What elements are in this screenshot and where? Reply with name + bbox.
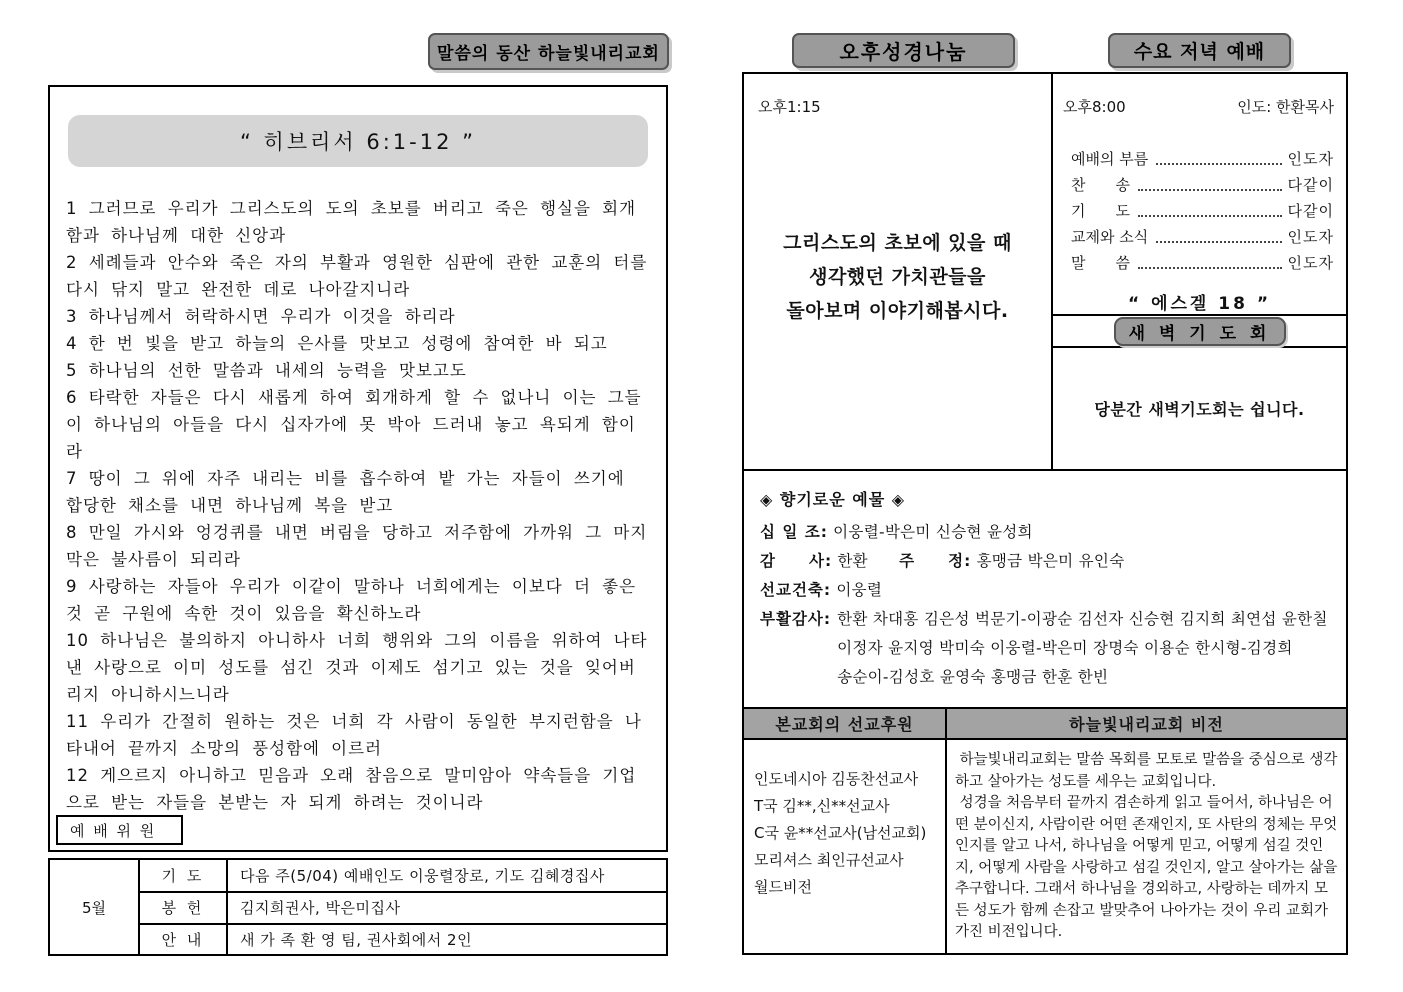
easter-name-lines — [837, 605, 1328, 692]
offering-label: 선교건축: — [760, 581, 832, 599]
bulletin-right-page — [742, 72, 1348, 955]
verse-12: 12 게으르지 아니하고 믿음과 오래 참음으로 말미암아 약속들을 기업으로 받는 자들을 본받는 자 되게 하려는 것이니라 — [66, 766, 637, 812]
table-header-row — [744, 709, 1346, 740]
order-item — [1071, 195, 1334, 221]
offering-value: 이웅렬 — [836, 581, 883, 599]
verse-5: 5 하나님의 선한 말씀과 내세의 능력을 맛보고도 — [66, 361, 467, 380]
services-row — [744, 74, 1346, 469]
easter-line: 송순이-김성호 윤영숙 홍맹금 한훈 한빈 — [837, 668, 1109, 686]
topic-line: 그리스도의 초보에 있을 때 — [783, 232, 1012, 254]
verse-11: 11 우리가 간절히 원하는 것은 너희 각 사람이 동일한 부지런함을 나타내어 끝까지 소망의 풍성함에 이르러 — [66, 712, 642, 758]
vision-header: 하늘빛내리교회 비전 — [1069, 715, 1224, 734]
scripture-title: “ 히브리서 6:1-12 ” — [68, 115, 648, 167]
dotted-leader — [1138, 189, 1282, 191]
offerings-title: ◈ 향기로운 예물 ◈ — [760, 490, 906, 509]
worship-committee-table — [48, 858, 668, 956]
dawn-prayer-badge: 새 벽 기 도 회 — [1114, 317, 1286, 346]
vision-paragraph: 성경을 처음부터 끝까지 겸손하게 읽고 들어서, 하나님은 어떤 분이신지, 사람이란 어떤 존재인지, 또 사탄의 정체는 무엇인지를 알고 나서, 하나님을 어떻게 믿고, 어떻게 섬길 것인지, 어떻게 사람을 사랑하고 섬길 것인지, 알고 살아가는 삶을 추구합니다. 그래서 하나님을 경외하고, 사랑하는 데까지 모든 성도가 함께 손잡고 발맞추어 나아가는 것이 우리 교회가 가진 비전입니다. — [955, 795, 1342, 940]
dawn-prayer-notice: 당분간 새벽기도회는 쉽니다. — [1094, 400, 1305, 419]
church-name-badge: 말씀의 동산 하늘빛내리교회 — [428, 33, 669, 70]
offering-row-thanks — [760, 547, 1332, 576]
mission-item: T국 김**,신**선교사 — [754, 797, 890, 815]
offering-value: 한환 — [837, 552, 868, 570]
bible-study-cell — [744, 74, 1051, 469]
order-item-who: 인도자 — [1287, 228, 1334, 246]
verse-3: 3 하나님께서 허락하시면 우리가 이것을 하리라 — [66, 307, 456, 326]
verse-8: 8 만일 가시와 엉겅퀴를 내면 버림을 당하고 저주함에 가까워 그 마지막은 불사름이 되리라 — [66, 523, 648, 569]
dotted-leader — [1156, 163, 1281, 165]
mission-item: 모리셔스 최인규선교사 — [754, 851, 904, 869]
offerings-section — [744, 469, 1346, 707]
order-item-label: 기 도 — [1071, 202, 1130, 220]
easter-line: 이정자 윤지영 박미숙 이웅렬-박은미 장명숙 이용순 한시형-김경희 — [837, 639, 1293, 657]
verse-7: 7 땅이 그 위에 자주 내리는 비를 흡수하여 밭 가는 자들이 쓰기에 합당한 채소를 내면 하나님께 복을 받고 — [66, 469, 625, 515]
order-item-label: 찬 송 — [1071, 176, 1130, 194]
worship-committee-label: 예 배 위 원 — [56, 815, 183, 845]
schedule-row-value: 다음 주(5/04) 예배인도 이웅렬장로, 기도 김혜경집사 — [226, 860, 666, 891]
verse-9: 9 사랑하는 자들아 우리가 이같이 말하나 너희에게는 이보다 더 좋은 것 곧 구원에 속한 것이 있음을 확신하노라 — [66, 577, 637, 623]
order-item-label: 말 씀 — [1071, 254, 1130, 272]
easter-line: 한환 차대홍 김은성 벅문기-이광순 김선자 신승현 김지희 최연섭 윤한칠 — [837, 610, 1328, 628]
order-item — [1071, 221, 1334, 247]
order-item-who: 인도자 — [1287, 150, 1334, 168]
verse-6: 6 타락한 자들은 다시 새롭게 하여 회개하게 할 수 없나니 이는 그들이 하나님의 아들을 다시 십자가에 못 박아 드러내 놓고 욕되게 함이라 — [66, 388, 642, 461]
vision-paragraph: 하늘빛내리교회는 말씀 목회를 모토로 말씀을 중심으로 생각하고 살아가는 성도를 세우는 교회입니다. — [955, 752, 1338, 790]
mission-item: 월드비전 — [754, 878, 812, 896]
table-body-row — [744, 740, 1346, 953]
service-order-list — [1071, 143, 1334, 273]
offering-row-building — [760, 576, 1332, 605]
offering-label: 부활감사: — [760, 610, 832, 628]
order-item — [1071, 169, 1334, 195]
scripture-page — [48, 85, 668, 852]
vision-text — [947, 740, 1346, 953]
mission-item: 인도네시아 김동찬선교사 — [754, 770, 919, 788]
dotted-leader — [1156, 241, 1281, 243]
order-item — [1071, 247, 1334, 273]
wednesday-evening-service-badge: 수요 저녁 예배 — [1108, 33, 1291, 68]
service-time: 오후8:00 — [1063, 98, 1126, 116]
afternoon-bible-study-badge: 오후성경나눔 — [792, 33, 1015, 68]
schedule-row-label: 안 내 — [138, 923, 226, 954]
dotted-leader — [1138, 267, 1282, 269]
verse-1: 1 그러므로 우리가 그리스도의 도의 초보를 버리고 죽은 행실을 회개함과 하나님께 대한 신앙과 — [66, 199, 637, 245]
offering-label: 십 일 조: — [760, 523, 828, 541]
order-item-who: 다같이 — [1287, 176, 1334, 194]
dotted-leader — [1138, 215, 1282, 217]
schedule-row-value: 김지희권사, 박은미집사 — [226, 891, 666, 922]
order-item — [1071, 143, 1334, 169]
wednesday-service-cell — [1051, 74, 1346, 469]
schedule-row-label: 기 도 — [138, 860, 226, 891]
dawn-prayer-row — [1053, 314, 1346, 348]
schedule-row-value: 새 가 족 환 영 팀, 권사회에서 2인 — [226, 923, 666, 954]
order-item-who: 인도자 — [1287, 254, 1334, 272]
order-item-label: 예배의 부름 — [1071, 150, 1149, 168]
verse-10: 10 하나님은 불의하지 아니하사 너희 행위와 그의 이름을 위하여 나타낸 사랑으로 이미 성도를 섬긴 것과 이제도 섬기고 있는 것을 잊어버리지 아니하시느니라 — [66, 631, 648, 704]
topic-line: 생각했던 가치관들을 — [809, 266, 986, 288]
schedule-month: 5월 — [81, 898, 107, 917]
order-item-who: 다같이 — [1287, 202, 1334, 220]
mission-item: C국 윤**선교사(남선교회) — [754, 824, 927, 842]
mission-list — [744, 740, 947, 953]
order-item-label: 교제와 소식 — [1071, 228, 1149, 246]
topic-line: 돌아보며 이야기해봅시다. — [786, 300, 1009, 322]
service-header — [1053, 74, 1346, 117]
offering-value: 이웅렬-박은미 신승현 윤성희 — [833, 523, 1033, 541]
offering-row-easter — [760, 605, 1332, 692]
service-scripture: “ 에스겔 18 ” — [1127, 294, 1272, 314]
mission-vision-table — [744, 707, 1346, 953]
schedule-row-label: 봉 헌 — [138, 891, 226, 922]
offering-value: 홍맹금 박은미 유인숙 — [976, 552, 1125, 570]
bible-study-topic — [744, 226, 1051, 328]
offering-row-tithe — [760, 518, 1332, 547]
service-order-area — [1053, 74, 1346, 314]
offering-label: 감 사: — [760, 552, 833, 570]
verse-2: 2 세례들과 안수와 죽은 자의 부활과 영원한 심판에 관한 교훈의 터를 다시 닦지 말고 완전한 데로 나아갈지니라 — [66, 253, 648, 299]
mission-header: 본교회의 선교후원 — [744, 709, 947, 738]
service-leader: 인도: 한환목사 — [1237, 98, 1334, 116]
verse-4: 4 한 번 빛을 받고 하늘의 은사를 맛보고 성령에 참여한 바 되고 — [66, 334, 608, 353]
offering-label: 주 정: — [899, 552, 972, 570]
scripture-verses — [50, 195, 666, 816]
bible-study-time: 오후1:15 — [758, 98, 821, 116]
